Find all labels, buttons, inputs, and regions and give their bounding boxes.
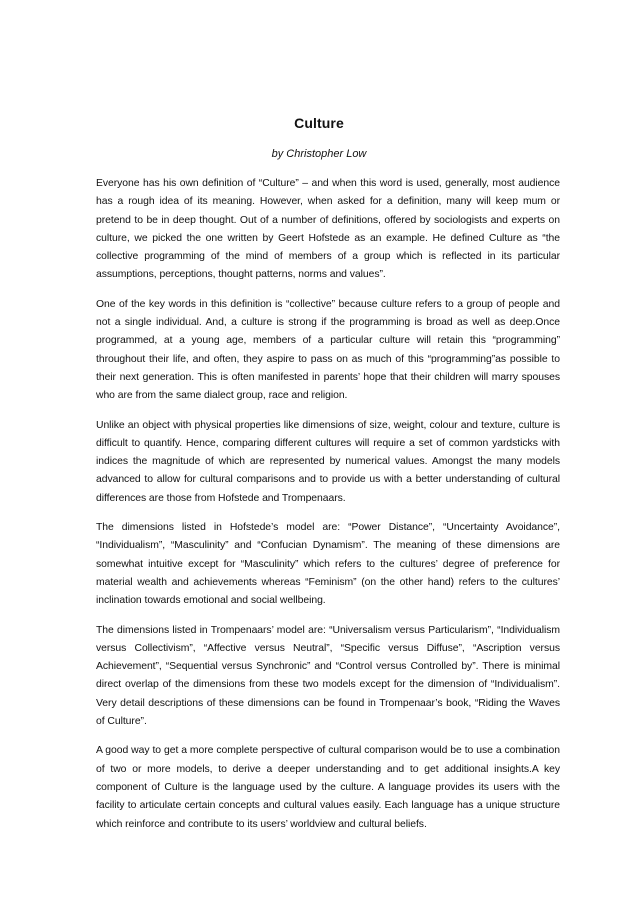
paragraph-definition: Everyone has his own definition of “Culture” – and when this word is used, generally, most audience has a rough idea of its meaning. However, when asked for a definition, many will keep mum or pretend to be in deep thought. Out of a number of definitions, offered by sociologists and experts on culture, we picked the one written by Geert Hofstede as an example. He defined Culture as “the collective programming of the mind of members of a group which is reflected in its particular assumptions, perceptions, thought patterns, norms and values”. <box>96 178 560 281</box>
document-body <box>96 175 560 845</box>
document-author: by Christopher Low <box>271 148 367 160</box>
paragraph-language: A good way to get a more complete perspective of cultural comparison would be to use a combination of two or more models, to derive a deeper understanding and to get additional insights.A key component of Culture is the language used by the culture. A language provides its users with the facility to articulate certain concepts and cultural values easily. Each language has a unique structure which reinforce and contribute to its users’ worldview and cultural beliefs. <box>96 745 560 830</box>
paragraph-quantify: Unlike an object with physical properties like dimensions of size, weight, colour and texture, culture is difficult to quantify. Hence, comparing different cultures will require a set of common yardsticks with indices the magnitude of which are represented by numerical values. Amongst the many models advanced to allow for cultural comparisons and to provide us with a better understanding of cultural differences are those from Hofstede and Trompenaars. <box>96 419 560 504</box>
paragraph-hofstede: The dimensions listed in Hofstede’s model are: “Power Distance”, “Uncertainty Avoidance”, “Individualism”, “Masculinity” and “Confucian Dynamism”. The meaning of these dimensions are somewhat intuitive except for “Masculinity” which refers to the cultures’ degree of preference for material wealth and achievements whereas “Feminism” (on the other hand) refers to the cultures’ inclination towards emotional and social wellbeing. <box>96 522 560 607</box>
paragraph-collective: One of the key words in this definition is “collective” because culture refers to a group of people and not a single individual. And, a culture is strong if the programming is broad as well as deep.Once programmed, at a young age, members of a particular culture will retain this “programming” throughout their life, and often, they aspire to pass on as much of this “programming”as possible to their next generation. This is often manifested in parents’ hope that their children will marry spouses who are from the same dialect group, race and religion. <box>96 298 560 402</box>
document-title: Culture <box>294 115 344 131</box>
paragraph-trompenaars: The dimensions listed in Trompenaars’ model are: “Universalism versus Particularism”, “Individualism versus Collectivism”, “Affective versus Neutral”, “Specific versus Diffuse”, “Ascription versus Achievement”, “Sequential versus Synchronic” and “Control versus Controlled by”. There is minimal direct overlap of the dimensions from these two models except for the dimension of “Individualism”. Very detail descriptions of these dimensions can be found in Trompenaar’s book, “Riding the Waves of Culture”. <box>96 624 560 728</box>
